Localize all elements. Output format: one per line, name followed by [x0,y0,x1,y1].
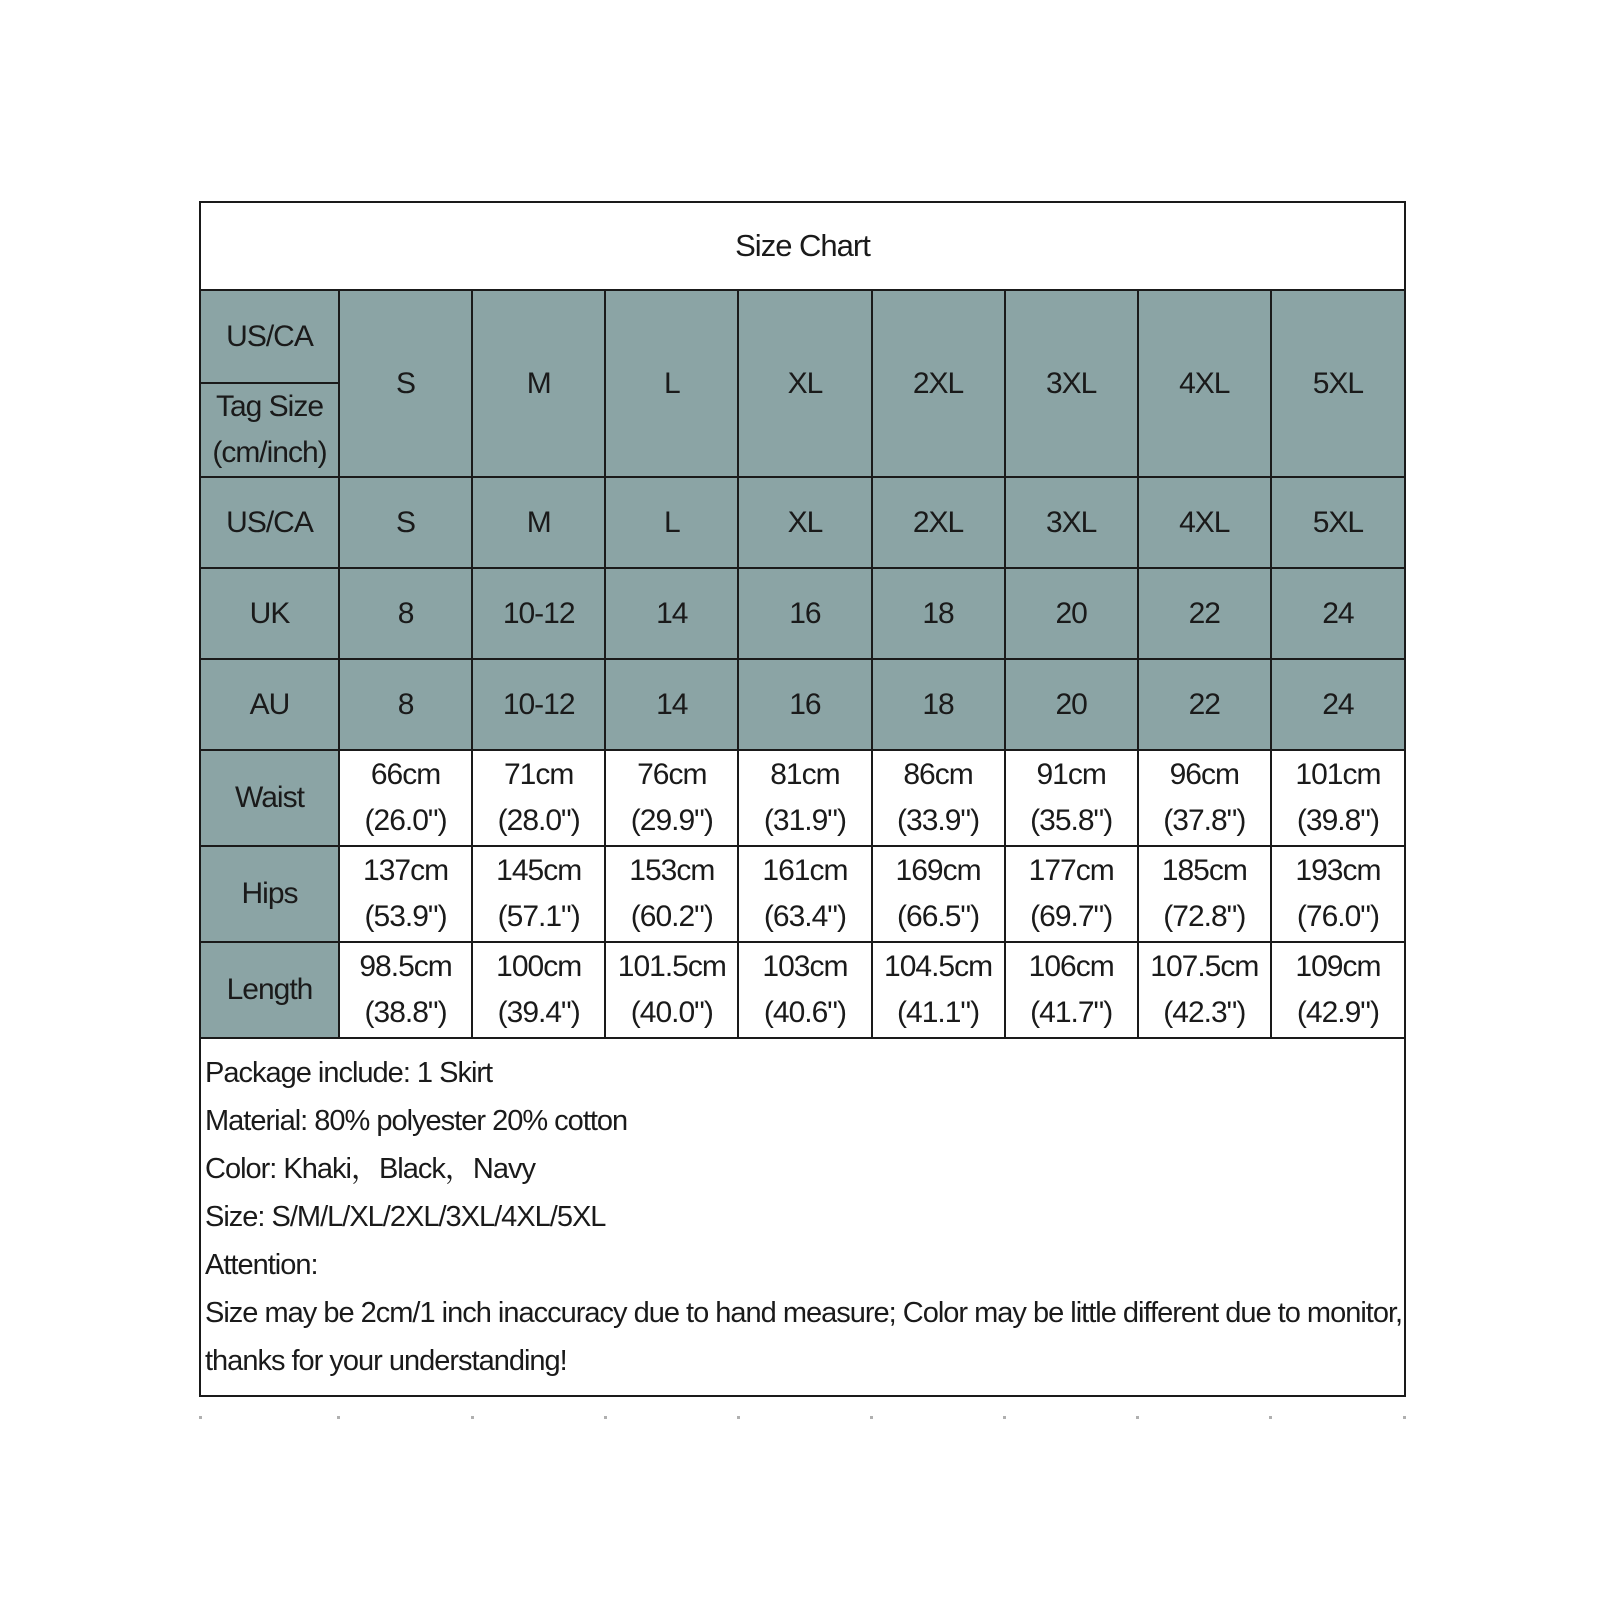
row-label: Waist [201,750,339,846]
cm-value: 106cm [1028,950,1114,983]
waist-cell [472,750,605,846]
au-cell: 10-12 [472,659,605,750]
usca-header-label: US/CA [201,291,339,383]
usca-cell: 3XL [1005,477,1138,568]
inch-value: (76.0") [1296,900,1379,933]
au-cell: 22 [1138,659,1271,750]
usca-cell: 4XL [1138,477,1271,568]
grid-tick [1269,1416,1272,1419]
inch-value: (41.7") [1030,996,1113,1029]
tag-size-cell: 3XL [1005,291,1138,477]
grid-tick [471,1416,474,1419]
inch-value: (42.9") [1296,996,1379,1029]
inch-value: (66.5") [897,900,980,933]
grid-tick [337,1416,340,1419]
inch-value: (72.8") [1163,900,1246,933]
waist-cell [1271,750,1404,846]
cm-value: 103cm [762,950,848,983]
inch-value: (39.4") [497,996,580,1029]
grid-tick [1003,1416,1006,1419]
hips-cell [1271,846,1404,942]
inch-value: (40.6") [763,996,846,1029]
cm-value: 185cm [1161,854,1247,887]
row-label: Hips [201,846,339,942]
grid-tick [199,1416,202,1419]
cm-value: 137cm [363,854,449,887]
tag-size-cell: L [605,291,738,477]
attention-heading: Attention: [205,1249,318,1281]
material-note: Material: 80% polyester 20% cotton [205,1105,628,1137]
length-cell [339,942,472,1038]
tag-size-label-line2: (cm/inch) [212,436,327,469]
uk-row [201,568,1404,659]
grid-tick [737,1416,740,1419]
inch-value: (57.1") [497,900,580,933]
cm-value: 86cm [903,758,973,791]
hips-cell [339,846,472,942]
cm-value: 71cm [504,758,574,791]
usca-cell: S [339,477,472,568]
inch-value: (41.1") [897,996,980,1029]
au-cell: 14 [605,659,738,750]
uk-cell: 14 [605,568,738,659]
size-note: Size: S/M/L/XL/2XL/3XL/4XL/5XL [205,1201,606,1233]
inch-value: (29.9") [630,804,713,837]
color-note: Color: Khaki，Black，Navy [205,1153,535,1185]
inch-value: (31.9") [763,804,846,837]
waist-cell [339,750,472,846]
cm-value: 91cm [1036,758,1106,791]
length-cell [738,942,871,1038]
tag-size-row [201,291,1404,383]
inch-value: (40.0") [630,996,713,1029]
inch-value: (37.8") [1163,804,1246,837]
length-cell [1138,942,1271,1038]
cm-value: 145cm [496,854,582,887]
cm-value: 76cm [637,758,707,791]
inch-value: (69.7") [1030,900,1113,933]
inch-value: (60.2") [630,900,713,933]
cm-value: 66cm [370,758,441,791]
length-cell [1271,942,1404,1038]
au-cell: 18 [872,659,1005,750]
size-chart [199,201,1406,1397]
uk-cell: 8 [339,568,472,659]
inch-value: (53.9") [364,900,447,933]
length-cell [1005,942,1138,1038]
usca-row [201,477,1404,568]
usca-cell: L [605,477,738,568]
inch-value: (33.9") [897,804,980,837]
hips-cell [472,846,605,942]
uk-cell: 24 [1271,568,1404,659]
au-cell: 24 [1271,659,1404,750]
uk-cell: 22 [1138,568,1271,659]
waist-cell [1138,750,1271,846]
grid-tick [1136,1416,1139,1419]
cm-value: 161cm [762,854,848,887]
size-table [201,291,1404,1039]
cm-value: 101cm [1295,758,1381,791]
hips-cell [872,846,1005,942]
uk-cell: 16 [738,568,871,659]
inch-value: (35.8") [1030,804,1113,837]
tag-size-label [201,383,339,477]
waist-cell [605,750,738,846]
hips-cell [1005,846,1138,942]
inch-value: (26.0") [364,804,447,837]
tag-size-cell: S [339,291,472,477]
cm-value: 96cm [1169,758,1239,791]
cm-value: 98.5cm [359,950,452,983]
length-cell [472,942,605,1038]
cm-value: 100cm [496,950,582,983]
inch-value: (39.8") [1296,804,1379,837]
cm-value: 81cm [770,758,840,791]
inch-value: (63.4") [763,900,846,933]
hips-cell [1138,846,1271,942]
length-cell [605,942,738,1038]
row-label: AU [201,659,339,750]
inch-value: (28.0") [497,804,580,837]
au-cell: 20 [1005,659,1138,750]
tag-size-cell: 4XL [1138,291,1271,477]
tag-size-cell: XL [738,291,871,477]
product-notes [201,1039,1404,1395]
length-cell [872,942,1005,1038]
cm-value: 169cm [895,854,981,887]
hips-cell [605,846,738,942]
cm-value: 104.5cm [884,950,993,983]
inch-value: (42.3") [1163,996,1246,1029]
cm-value: 109cm [1295,950,1381,983]
grid-tick [604,1416,607,1419]
cm-value: 177cm [1028,854,1114,887]
tag-size-label-line1: Tag Size [215,390,324,423]
uk-cell: 18 [872,568,1005,659]
usca-cell: 5XL [1271,477,1404,568]
tag-size-cell: M [472,291,605,477]
au-row [201,659,1404,750]
row-label: Length [201,942,339,1038]
cm-value: 107.5cm [1150,950,1259,983]
usca-cell: M [472,477,605,568]
row-label: US/CA [201,477,339,568]
grid-tick [870,1416,873,1419]
size-chart-title: Size Chart [201,203,1404,291]
package-note: Package include: 1 Skirt [205,1057,493,1089]
uk-cell: 20 [1005,568,1138,659]
au-cell: 8 [339,659,472,750]
cm-value: 153cm [629,854,715,887]
waist-row [201,750,1404,846]
cm-value: 193cm [1295,854,1381,887]
waist-cell [872,750,1005,846]
usca-cell: 2XL [872,477,1005,568]
cm-value: 101.5cm [617,950,726,983]
hips-row [201,846,1404,942]
attention-text: Size may be 2cm/1 inch inaccuracy due to hand measure; Color may be little different due to monitor, thanks for your understanding! [205,1297,1403,1377]
length-row [201,942,1404,1038]
grid-tick [1403,1416,1406,1419]
au-cell: 16 [738,659,871,750]
tag-size-cell: 2XL [872,291,1005,477]
uk-cell: 10-12 [472,568,605,659]
inch-value: (38.8") [364,996,447,1029]
waist-cell [738,750,871,846]
usca-cell: XL [738,477,871,568]
row-label: UK [201,568,339,659]
tag-size-cell: 5XL [1271,291,1404,477]
waist-cell [1005,750,1138,846]
hips-cell [738,846,871,942]
